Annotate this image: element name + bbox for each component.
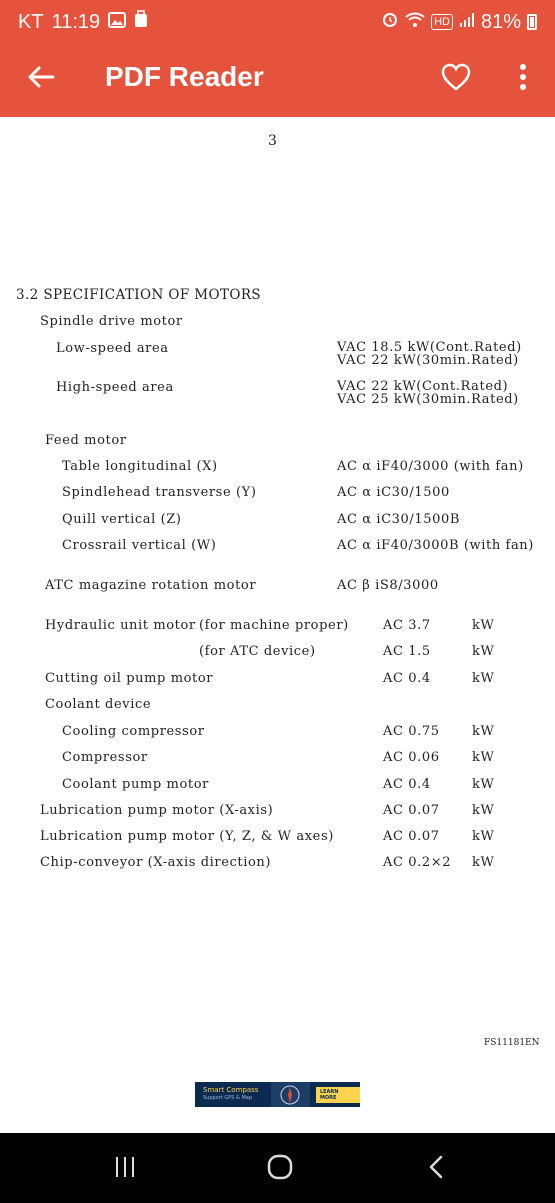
- compass-icon: [271, 1082, 310, 1107]
- spec-unit: kW: [472, 777, 495, 792]
- spec-label-low-speed: Low-speed area: [56, 341, 169, 356]
- spec-value-low-speed-2: VAC 22 kW(30min.Rated): [337, 353, 519, 368]
- spec-value-feed-z: AC α iC30/1500B: [337, 512, 461, 527]
- section-title: 3.2 SPECIFICATION OF MOTORS: [16, 287, 262, 303]
- spec-unit: kW: [472, 618, 495, 633]
- signal-icon: [459, 11, 475, 34]
- spec-heading-coolant: Coolant device: [45, 697, 152, 712]
- spec-value-low-speed-1: VAC 18.5 kW(Cont.Rated): [337, 340, 522, 355]
- heart-outline-icon: [441, 63, 471, 96]
- status-right: [381, 10, 537, 34]
- more-vertical-icon: [519, 64, 527, 95]
- spec-value-lube-yzw: AC 0.07: [383, 829, 440, 844]
- spec-label-cooling-compressor: Cooling compressor: [62, 724, 205, 739]
- more-options-button[interactable]: [508, 60, 538, 98]
- spec-label-chip-conveyor: Chip-conveyor (X-axis direction): [40, 855, 272, 870]
- wifi-icon: [405, 11, 425, 34]
- spec-label-feed-y: Spindlehead transverse (Y): [62, 485, 257, 500]
- alarm-icon: [381, 10, 399, 34]
- recent-apps-button[interactable]: [105, 1153, 145, 1185]
- spec-value-feed-w: AC α iF40/3000B (with fan): [337, 538, 534, 553]
- spec-value-hydraulic-2: AC 1.5: [383, 644, 431, 659]
- spec-unit: kW: [472, 829, 495, 844]
- page-number: 3: [268, 133, 278, 149]
- spec-value-cutting-oil: AC 0.4: [383, 671, 431, 686]
- spec-label-lube-x: Lubrication pump motor (X-axis): [40, 803, 274, 818]
- spec-unit: kW: [472, 803, 495, 818]
- clock: 11:19: [51, 10, 101, 33]
- ad-learn-more-button[interactable]: LEARN MORE: [316, 1087, 360, 1103]
- document-code: FS11181EN: [484, 1038, 540, 1048]
- spec-label-compressor: Compressor: [62, 750, 148, 765]
- gallery-icon: [108, 11, 126, 34]
- nav-back-button[interactable]: [416, 1153, 456, 1185]
- home-icon: [267, 1154, 293, 1185]
- spec-label-high-speed: High-speed area: [56, 380, 174, 395]
- status-bar: [0, 0, 555, 40]
- spec-label-hydraulic: Hydraulic unit motor: [45, 618, 196, 633]
- spec-label-feed-z: Quill vertical (Z): [62, 512, 182, 527]
- spec-value-hydraulic-1: AC 3.7: [383, 618, 431, 633]
- spec-label-atc: ATC magazine rotation motor: [45, 578, 257, 593]
- ad-title: Smart Compass: [203, 1086, 259, 1094]
- spec-label-cutting-oil: Cutting oil pump motor: [45, 671, 214, 686]
- spec-heading-feed: Feed motor: [45, 433, 127, 448]
- network-badge: HD: [431, 14, 453, 30]
- spec-unit: kW: [472, 671, 495, 686]
- spec-label-feed-x: Table longitudinal (X): [62, 459, 218, 474]
- spec-sub-hydraulic-1: (for machine proper): [199, 618, 349, 633]
- battery-icon: [527, 14, 537, 30]
- ad-banner[interactable]: [195, 1082, 360, 1107]
- spec-unit: kW: [472, 644, 495, 659]
- spec-label-lube-yzw: Lubrication pump motor (Y, Z, & W axes): [40, 829, 334, 844]
- status-left: [18, 10, 148, 34]
- home-button[interactable]: [260, 1153, 300, 1185]
- navigation-bar: [0, 1133, 555, 1203]
- spec-unit: kW: [472, 750, 495, 765]
- spec-unit: kW: [472, 724, 495, 739]
- app-title: PDF Reader: [105, 61, 264, 92]
- spec-value-feed-x: AC α iF40/3000 (with fan): [337, 459, 524, 474]
- spec-label-coolant-pump: Coolant pump motor: [62, 777, 209, 792]
- ad-subtitle: Support GPS & Map: [203, 1095, 253, 1101]
- spec-value-feed-y: AC α iC30/1500: [337, 485, 450, 500]
- arrow-left-icon: [27, 65, 55, 94]
- spec-value-lube-x: AC 0.07: [383, 803, 440, 818]
- spec-value-atc: AC β iS8/3000: [337, 578, 439, 593]
- spec-value-coolant-pump: AC 0.4: [383, 777, 431, 792]
- nav-back-icon: [428, 1155, 444, 1184]
- battery-percent: 81%: [480, 10, 521, 33]
- carrier-label: KT: [18, 10, 44, 33]
- spec-unit: kW: [472, 855, 495, 870]
- recent-apps-icon: [114, 1156, 136, 1183]
- pdf-page[interactable]: [0, 117, 555, 1133]
- spec-value-high-speed-1: VAC 22 kW(Cont.Rated): [337, 379, 509, 394]
- spec-value-chip-conveyor: AC 0.2×2: [383, 855, 452, 870]
- spec-value-cooling-compressor: AC 0.75: [383, 724, 440, 739]
- favorite-button[interactable]: [437, 60, 475, 98]
- spec-heading-spindle: Spindle drive motor: [40, 314, 183, 329]
- briefcase-icon: [134, 10, 148, 34]
- ad-text: [195, 1082, 271, 1107]
- spec-sub-hydraulic-2: (for ATC device): [199, 644, 316, 659]
- app-bar: [0, 40, 555, 117]
- back-button[interactable]: [22, 60, 60, 98]
- spec-label-feed-w: Crossrail vertical (W): [62, 538, 217, 553]
- spec-value-high-speed-2: VAC 25 kW(30min.Rated): [337, 392, 519, 407]
- spec-value-compressor: AC 0.06: [383, 750, 440, 765]
